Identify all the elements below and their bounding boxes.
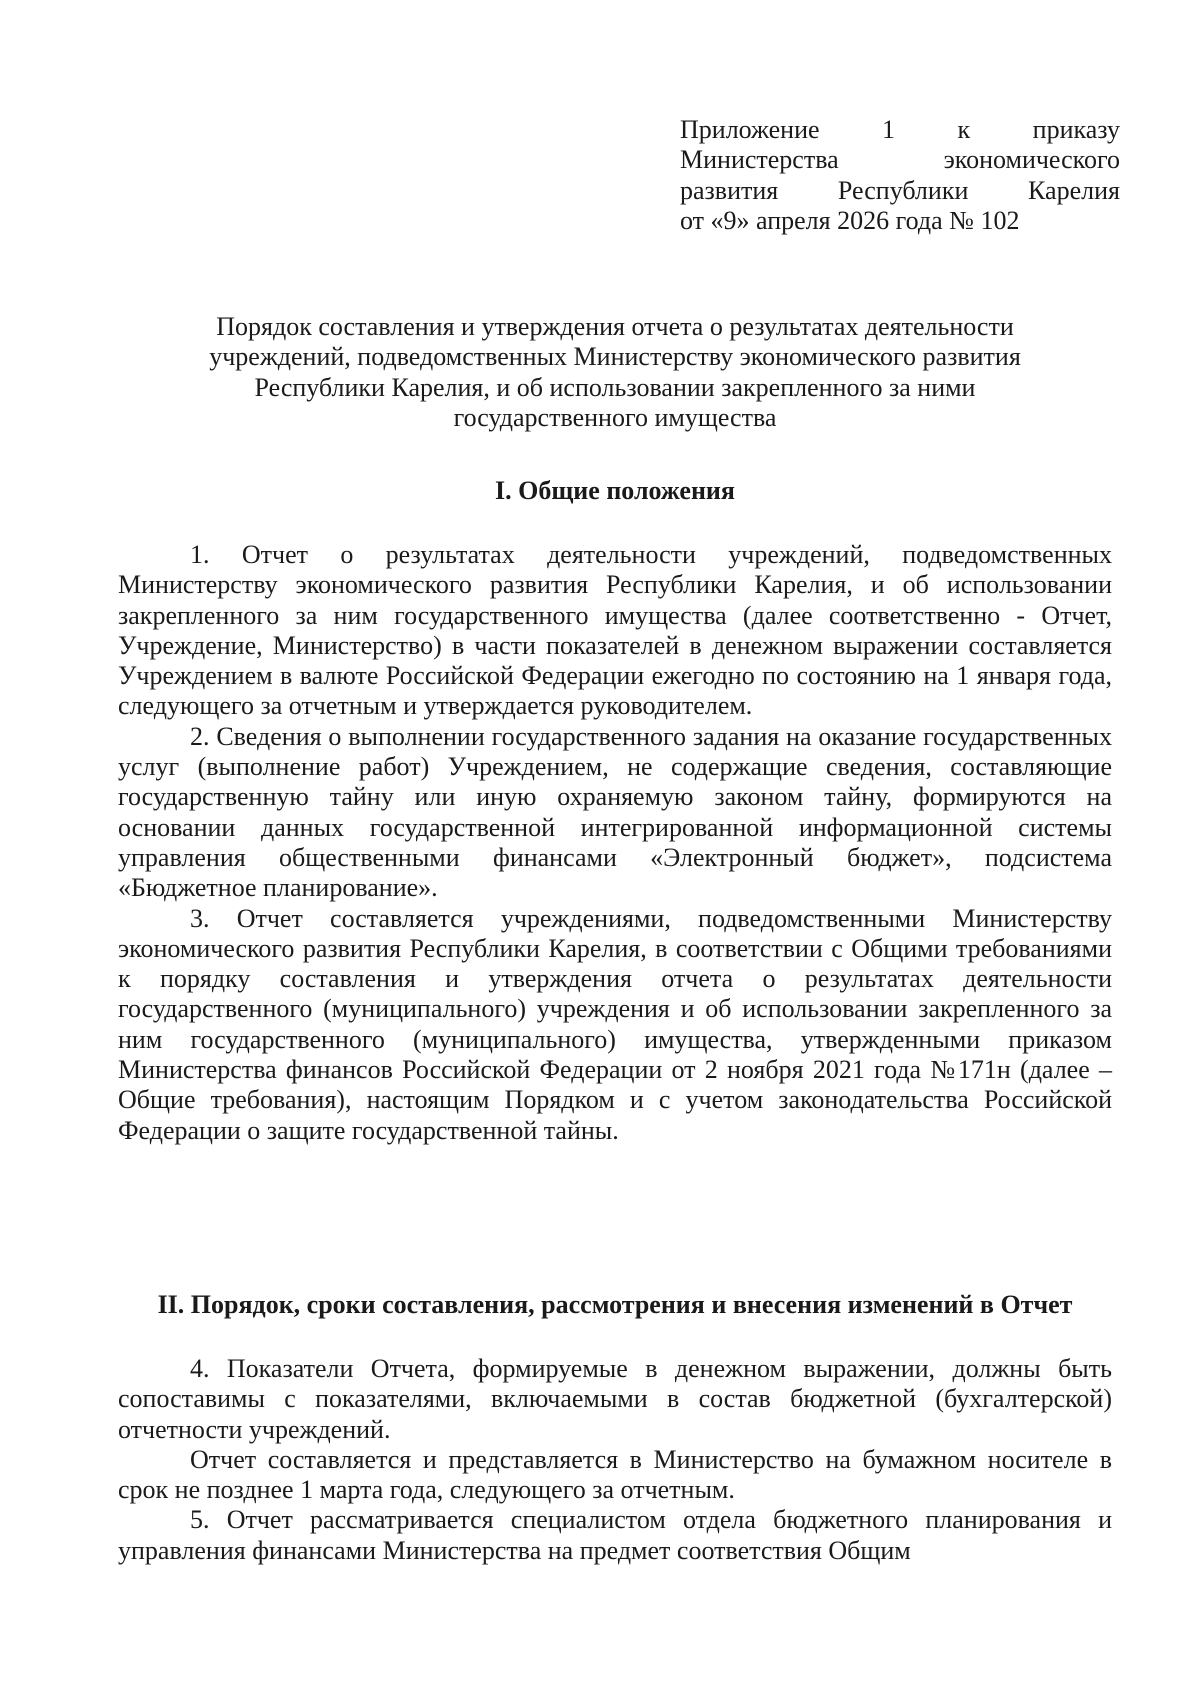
title-line: государственного имущества [453,402,777,432]
paragraph: 2. Сведения о выполнении государственного задания на оказание государственных услуг (выполнение работ) Учреждением, не содержащие сведения, составляющие государственную тайну или иную охраняемую законом тайну, формируются на основании данных государственной интегрированной информационной системы управления общественными финансами «Электронный бюджет», подсистема «Бюджетное планирование». [118,721,1112,903]
appendix-line: Приложение 1 к приказу [680,115,1120,144]
paragraph: Отчет составляется и представляется в Министерство на бумажном носителе в срок не позднее 1 марта года, следующего за отчетным. [118,1444,1112,1505]
document-title [120,312,1110,433]
title-line: Порядок составления и утверждения отчета о результатах деятельности [216,312,1014,341]
title-line: Республики Карелия, и об использовании закрепленного за ними [254,372,976,402]
title-line: учреждений, подведомственных Министерству экономического развития [209,342,1021,372]
section-heading: I. Общие положения [495,476,735,505]
section-heading: II. Порядок, сроки составления, рассмотрения и внесения изменений в Отчет [157,1290,1073,1319]
appendix-line: от «9» апреля 2026 года № 102 [680,205,1020,235]
paragraph: 4. Показатели Отчета, формируемые в денежном выражении, должны быть сопоставимы с показателями, включаемыми в состав бюджетной (бухгалтерской) отчетности учреждений. [118,1354,1112,1444]
section-body [118,1354,1112,1566]
appendix-line: развития Республики Карелия [680,175,1120,205]
appendix-line: Министерства экономического [680,145,1120,175]
section-body [118,540,1112,1146]
paragraph: 3. Отчет составляется учреждениями, подведомственными Министерству экономического развития Республики Карелия, в соответствии с Общими требованиями к порядку составления и утверждения отчета о результатах деятельности государственного (муниципального) учреждения и об использовании закрепленного за ним государственного (муниципального) имущества, утвержденными приказом Министерства финансов Российской Федерации от 2 ноября 2021 года №171н (далее – Общие требования), настоящим Порядком и с учетом законодательства Российской Федерации о защите государственной тайны. [118,903,1112,1145]
paragraph: 5. Отчет рассматривается специалистом отдела бюджетного планирования и управления финансами Министерства на предмет соответствия Общим [118,1505,1112,1565]
appendix-note [680,115,1120,236]
paragraph: 1. Отчет о результатах деятельности учреждений, подведомственных Министерству экономического развития Республики Карелия, и об использовании закрепленного за ним государственного имущества (далее соответственно - Отчет, Учреждение, Министерство) в части показателей в денежном выражении составляется Учреждением в валюте Российской Федерации ежегодно по состоянию на 1 января года, следующего за отчетным и утверждается руководителем. [118,540,1112,721]
